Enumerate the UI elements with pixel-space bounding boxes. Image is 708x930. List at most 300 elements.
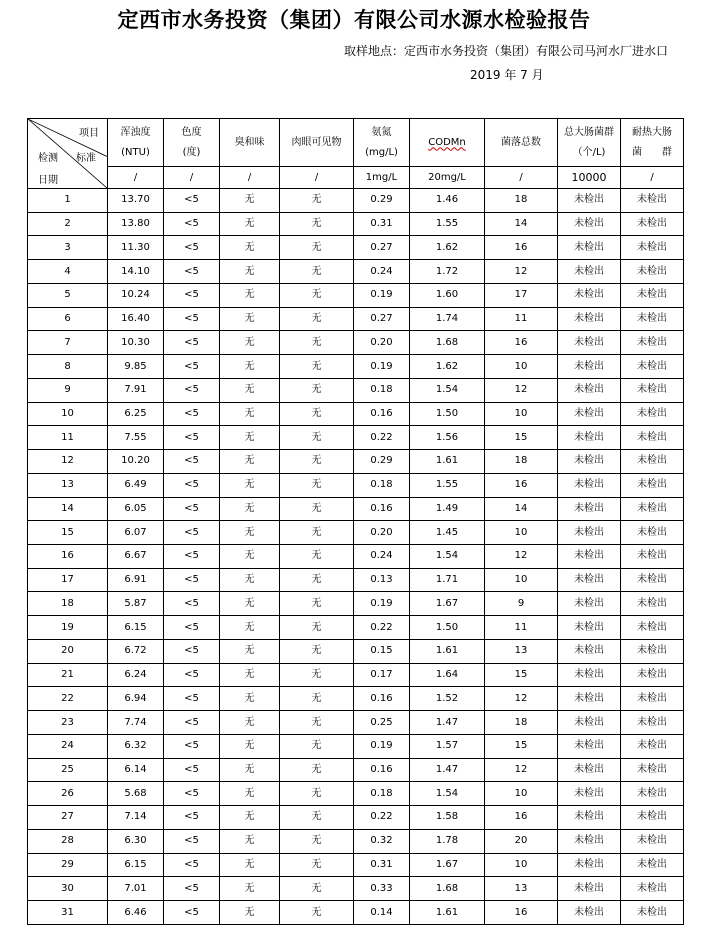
cell-odor: 无: [220, 307, 280, 331]
cell-codmn: 1.62: [410, 355, 485, 379]
cell-color: <5: [164, 189, 220, 213]
cell-thermotolerant-coliform: 未检出: [621, 639, 684, 663]
cell-visible-matter: 无: [280, 829, 354, 853]
report-date: 2019 年 7 月: [470, 68, 544, 82]
cell-thermotolerant-coliform: 未检出: [621, 355, 684, 379]
cell-colony-count: 11: [485, 616, 558, 640]
cell-odor: 无: [220, 450, 280, 474]
cell-turbidity: 13.80: [108, 212, 164, 236]
cell-thermotolerant-coliform: 未检出: [621, 806, 684, 830]
cell-turbidity: 10.20: [108, 450, 164, 474]
cell-turbidity: 6.15: [108, 616, 164, 640]
cell-total-coliform: 未检出: [558, 758, 621, 782]
cell-color: <5: [164, 331, 220, 355]
cell-codmn: 1.47: [410, 711, 485, 735]
cell-day: 10: [28, 402, 108, 426]
col-visible-matter: 肉眼可见物: [280, 119, 354, 167]
cell-day: 24: [28, 734, 108, 758]
cell-odor: 无: [220, 782, 280, 806]
cell-colony-count: 10: [485, 568, 558, 592]
cell-ammonia: 0.18: [354, 473, 410, 497]
cell-thermotolerant-coliform: 未检出: [621, 378, 684, 402]
cell-odor: 无: [220, 260, 280, 284]
cell-colony-count: 12: [485, 260, 558, 284]
table-row: [28, 497, 684, 521]
cell-total-coliform: 未检出: [558, 497, 621, 521]
cell-ammonia: 0.20: [354, 331, 410, 355]
cell-colony-count: 18: [485, 450, 558, 474]
cell-thermotolerant-coliform: 未检出: [621, 402, 684, 426]
cell-visible-matter: 无: [280, 711, 354, 735]
cell-ammonia: 0.22: [354, 806, 410, 830]
cell-colony-count: 20: [485, 829, 558, 853]
cell-thermotolerant-coliform: 未检出: [621, 497, 684, 521]
cell-turbidity: 6.32: [108, 734, 164, 758]
cell-total-coliform: 未检出: [558, 663, 621, 687]
cell-total-coliform: 未检出: [558, 687, 621, 711]
cell-total-coliform: 未检出: [558, 806, 621, 830]
cell-colony-count: 15: [485, 734, 558, 758]
cell-color: <5: [164, 853, 220, 877]
cell-odor: 无: [220, 901, 280, 925]
cell-visible-matter: 无: [280, 734, 354, 758]
cell-day: 18: [28, 592, 108, 616]
cell-colony-count: 16: [485, 331, 558, 355]
cell-ammonia: 0.18: [354, 378, 410, 402]
cell-visible-matter: 无: [280, 283, 354, 307]
table-row: [28, 402, 684, 426]
cell-codmn: 1.56: [410, 426, 485, 450]
cell-turbidity: 14.10: [108, 260, 164, 284]
cell-codmn: 1.50: [410, 616, 485, 640]
cell-color: <5: [164, 212, 220, 236]
cell-visible-matter: 无: [280, 236, 354, 260]
cell-codmn: 1.78: [410, 829, 485, 853]
table-row: [28, 734, 684, 758]
col-odor: 臭和味: [220, 119, 280, 167]
cell-thermotolerant-coliform: 未检出: [621, 283, 684, 307]
cell-total-coliform: 未检出: [558, 402, 621, 426]
table-row: [28, 782, 684, 806]
cell-total-coliform: 未检出: [558, 212, 621, 236]
cell-turbidity: 6.30: [108, 829, 164, 853]
cell-codmn: 1.52: [410, 687, 485, 711]
cell-colony-count: 12: [485, 758, 558, 782]
cell-thermotolerant-coliform: 未检出: [621, 877, 684, 901]
std-cell: /: [621, 167, 684, 189]
cell-day: 22: [28, 687, 108, 711]
cell-thermotolerant-coliform: 未检出: [621, 189, 684, 213]
cell-day: 7: [28, 331, 108, 355]
cell-thermotolerant-coliform: 未检出: [621, 592, 684, 616]
cell-colony-count: 16: [485, 236, 558, 260]
cell-visible-matter: 无: [280, 806, 354, 830]
cell-ammonia: 0.29: [354, 189, 410, 213]
cell-total-coliform: 未检出: [558, 473, 621, 497]
cell-visible-matter: 无: [280, 877, 354, 901]
cell-turbidity: 9.85: [108, 355, 164, 379]
table-row: [28, 901, 684, 925]
cell-colony-count: 10: [485, 782, 558, 806]
cell-odor: 无: [220, 711, 280, 735]
cell-thermotolerant-coliform: 未检出: [621, 545, 684, 569]
cell-total-coliform: 未检出: [558, 616, 621, 640]
report-title: 定西市水务投资（集团）有限公司水源水检验报告: [117, 8, 591, 32]
standards-row: [28, 167, 684, 189]
cell-odor: 无: [220, 806, 280, 830]
cell-thermotolerant-coliform: 未检出: [621, 782, 684, 806]
cell-color: <5: [164, 568, 220, 592]
cell-color: <5: [164, 497, 220, 521]
cell-visible-matter: 无: [280, 521, 354, 545]
cell-thermotolerant-coliform: 未检出: [621, 521, 684, 545]
std-cell: /: [164, 167, 220, 189]
cell-thermotolerant-coliform: 未检出: [621, 758, 684, 782]
cell-codmn: 1.60: [410, 283, 485, 307]
cell-ammonia: 0.29: [354, 450, 410, 474]
cell-ammonia: 0.16: [354, 402, 410, 426]
cell-day: 27: [28, 806, 108, 830]
cell-turbidity: 6.46: [108, 901, 164, 925]
cell-total-coliform: 未检出: [558, 331, 621, 355]
cell-color: <5: [164, 236, 220, 260]
col-codmn: CODMn: [410, 119, 485, 167]
cell-odor: 无: [220, 378, 280, 402]
table-row: [28, 829, 684, 853]
cell-total-coliform: 未检出: [558, 378, 621, 402]
cell-visible-matter: 无: [280, 355, 354, 379]
cell-colony-count: 16: [485, 901, 558, 925]
cell-day: 12: [28, 450, 108, 474]
cell-ammonia: 0.16: [354, 687, 410, 711]
cell-ammonia: 0.24: [354, 260, 410, 284]
cell-total-coliform: 未检出: [558, 355, 621, 379]
cell-colony-count: 12: [485, 545, 558, 569]
cell-ammonia: 0.25: [354, 711, 410, 735]
cell-turbidity: 6.94: [108, 687, 164, 711]
cell-ammonia: 0.31: [354, 853, 410, 877]
cell-codmn: 1.67: [410, 853, 485, 877]
cell-odor: 无: [220, 497, 280, 521]
cell-visible-matter: 无: [280, 189, 354, 213]
table-row: [28, 331, 684, 355]
cell-visible-matter: 无: [280, 545, 354, 569]
cell-visible-matter: 无: [280, 212, 354, 236]
cell-colony-count: 10: [485, 402, 558, 426]
cell-colony-count: 9: [485, 592, 558, 616]
cell-day: 16: [28, 545, 108, 569]
cell-turbidity: 6.14: [108, 758, 164, 782]
cell-turbidity: 6.07: [108, 521, 164, 545]
cell-ammonia: 0.32: [354, 829, 410, 853]
cell-colony-count: 18: [485, 711, 558, 735]
cell-total-coliform: 未检出: [558, 877, 621, 901]
cell-odor: 无: [220, 592, 280, 616]
cell-thermotolerant-coliform: 未检出: [621, 829, 684, 853]
table-row: [28, 426, 684, 450]
table-row: [28, 473, 684, 497]
cell-colony-count: 10: [485, 521, 558, 545]
table-row: [28, 378, 684, 402]
cell-day: 28: [28, 829, 108, 853]
cell-odor: 无: [220, 663, 280, 687]
cell-total-coliform: 未检出: [558, 592, 621, 616]
cell-color: <5: [164, 307, 220, 331]
cell-day: 2: [28, 212, 108, 236]
cell-odor: 无: [220, 426, 280, 450]
cell-thermotolerant-coliform: 未检出: [621, 853, 684, 877]
std-cell: 20mg/L: [410, 167, 485, 189]
cell-odor: 无: [220, 402, 280, 426]
table-row: [28, 663, 684, 687]
diag-check-label: 检测: [38, 153, 58, 164]
table-body: [28, 189, 684, 925]
cell-day: 6: [28, 307, 108, 331]
cell-codmn: 1.54: [410, 545, 485, 569]
cell-thermotolerant-coliform: 未检出: [621, 663, 684, 687]
cell-colony-count: 17: [485, 283, 558, 307]
table-row: [28, 568, 684, 592]
table-row: [28, 639, 684, 663]
cell-codmn: 1.50: [410, 402, 485, 426]
cell-visible-matter: 无: [280, 497, 354, 521]
cell-odor: 无: [220, 521, 280, 545]
cell-day: 11: [28, 426, 108, 450]
cell-colony-count: 16: [485, 806, 558, 830]
cell-thermotolerant-coliform: 未检出: [621, 212, 684, 236]
cell-thermotolerant-coliform: 未检出: [621, 568, 684, 592]
cell-thermotolerant-coliform: 未检出: [621, 711, 684, 735]
cell-thermotolerant-coliform: 未检出: [621, 616, 684, 640]
cell-colony-count: 10: [485, 355, 558, 379]
cell-colony-count: 14: [485, 212, 558, 236]
cell-day: 17: [28, 568, 108, 592]
cell-odor: 无: [220, 829, 280, 853]
water-quality-table: [27, 118, 684, 925]
cell-ammonia: 0.16: [354, 497, 410, 521]
table-row: [28, 307, 684, 331]
cell-thermotolerant-coliform: 未检出: [621, 307, 684, 331]
cell-total-coliform: 未检出: [558, 189, 621, 213]
cell-day: 30: [28, 877, 108, 901]
cell-turbidity: 7.55: [108, 426, 164, 450]
cell-codmn: 1.61: [410, 450, 485, 474]
cell-visible-matter: 无: [280, 639, 354, 663]
cell-colony-count: 14: [485, 497, 558, 521]
table-row: [28, 545, 684, 569]
cell-turbidity: 10.24: [108, 283, 164, 307]
col-thermotolerant-coliform: 耐热大肠 菌 群: [621, 119, 684, 167]
cell-total-coliform: 未检出: [558, 450, 621, 474]
cell-visible-matter: 无: [280, 450, 354, 474]
cell-odor: 无: [220, 189, 280, 213]
cell-total-coliform: 未检出: [558, 545, 621, 569]
sampling-location: 取样地点：定西市水务投资（集团）有限公司马河水厂进水口: [343, 44, 668, 58]
cell-day: 9: [28, 378, 108, 402]
cell-odor: 无: [220, 545, 280, 569]
cell-ammonia: 0.14: [354, 901, 410, 925]
cell-day: 4: [28, 260, 108, 284]
col-total-coliform: 总大肠菌群 （个/L): [558, 119, 621, 167]
std-cell: 1mg/L: [354, 167, 410, 189]
cell-total-coliform: 未检出: [558, 853, 621, 877]
cell-color: <5: [164, 355, 220, 379]
cell-visible-matter: 无: [280, 663, 354, 687]
cell-ammonia: 0.22: [354, 426, 410, 450]
cell-ammonia: 0.18: [354, 782, 410, 806]
table-row: [28, 616, 684, 640]
cell-codmn: 1.72: [410, 260, 485, 284]
cell-odor: 无: [220, 758, 280, 782]
cell-day: 8: [28, 355, 108, 379]
cell-color: <5: [164, 402, 220, 426]
cell-turbidity: 7.01: [108, 877, 164, 901]
cell-codmn: 1.67: [410, 592, 485, 616]
cell-ammonia: 0.27: [354, 307, 410, 331]
cell-visible-matter: 无: [280, 402, 354, 426]
cell-odor: 无: [220, 212, 280, 236]
cell-day: 14: [28, 497, 108, 521]
table-row: [28, 877, 684, 901]
table-row: [28, 236, 684, 260]
cell-total-coliform: 未检出: [558, 568, 621, 592]
cell-day: 3: [28, 236, 108, 260]
cell-thermotolerant-coliform: 未检出: [621, 236, 684, 260]
table-row: [28, 260, 684, 284]
cell-day: 31: [28, 901, 108, 925]
cell-colony-count: 18: [485, 189, 558, 213]
cell-visible-matter: 无: [280, 592, 354, 616]
cell-color: <5: [164, 283, 220, 307]
cell-codmn: 1.57: [410, 734, 485, 758]
cell-odor: 无: [220, 687, 280, 711]
cell-colony-count: 13: [485, 639, 558, 663]
cell-visible-matter: 无: [280, 758, 354, 782]
cell-day: 20: [28, 639, 108, 663]
cell-visible-matter: 无: [280, 307, 354, 331]
cell-color: <5: [164, 782, 220, 806]
cell-total-coliform: 未检出: [558, 782, 621, 806]
cell-codmn: 1.49: [410, 497, 485, 521]
cell-total-coliform: 未检出: [558, 307, 621, 331]
std-cell: /: [280, 167, 354, 189]
cell-color: <5: [164, 260, 220, 284]
cell-color: <5: [164, 473, 220, 497]
cell-color: <5: [164, 616, 220, 640]
cell-total-coliform: 未检出: [558, 426, 621, 450]
cell-turbidity: 6.91: [108, 568, 164, 592]
cell-odor: 无: [220, 283, 280, 307]
cell-day: 23: [28, 711, 108, 735]
cell-day: 29: [28, 853, 108, 877]
cell-color: <5: [164, 378, 220, 402]
cell-total-coliform: 未检出: [558, 260, 621, 284]
std-cell: 10000: [558, 167, 621, 189]
diagonal-header-cell: [28, 119, 108, 189]
table-row: [28, 355, 684, 379]
cell-total-coliform: 未检出: [558, 639, 621, 663]
table-row: [28, 806, 684, 830]
cell-color: <5: [164, 877, 220, 901]
cell-turbidity: 6.15: [108, 853, 164, 877]
cell-odor: 无: [220, 734, 280, 758]
cell-turbidity: 7.14: [108, 806, 164, 830]
cell-codmn: 1.62: [410, 236, 485, 260]
diag-date-label: 日期: [38, 175, 58, 186]
col-colony-count: 菌落总数: [485, 119, 558, 167]
cell-turbidity: 5.68: [108, 782, 164, 806]
cell-codmn: 1.58: [410, 806, 485, 830]
table-row: [28, 687, 684, 711]
cell-odor: 无: [220, 853, 280, 877]
cell-ammonia: 0.20: [354, 521, 410, 545]
std-cell: /: [108, 167, 164, 189]
cell-total-coliform: 未检出: [558, 829, 621, 853]
cell-codmn: 1.46: [410, 189, 485, 213]
cell-colony-count: 15: [485, 663, 558, 687]
cell-ammonia: 0.33: [354, 877, 410, 901]
cell-day: 1: [28, 189, 108, 213]
std-cell: /: [485, 167, 558, 189]
cell-turbidity: 6.05: [108, 497, 164, 521]
cell-visible-matter: 无: [280, 378, 354, 402]
cell-colony-count: 13: [485, 877, 558, 901]
table-row: [28, 758, 684, 782]
cell-color: <5: [164, 711, 220, 735]
cell-codmn: 1.55: [410, 473, 485, 497]
cell-visible-matter: 无: [280, 687, 354, 711]
cell-codmn: 1.61: [410, 901, 485, 925]
cell-day: 25: [28, 758, 108, 782]
cell-color: <5: [164, 426, 220, 450]
diag-item-label: 项目: [79, 128, 99, 139]
cell-total-coliform: 未检出: [558, 901, 621, 925]
cell-color: <5: [164, 687, 220, 711]
cell-thermotolerant-coliform: 未检出: [621, 260, 684, 284]
cell-odor: 无: [220, 236, 280, 260]
cell-color: <5: [164, 592, 220, 616]
col-turbidity: 浑浊度 (NTU): [108, 119, 164, 167]
cell-day: 5: [28, 283, 108, 307]
cell-codmn: 1.54: [410, 378, 485, 402]
cell-turbidity: 6.67: [108, 545, 164, 569]
cell-color: <5: [164, 450, 220, 474]
cell-color: <5: [164, 829, 220, 853]
cell-codmn: 1.74: [410, 307, 485, 331]
cell-color: <5: [164, 806, 220, 830]
cell-visible-matter: 无: [280, 331, 354, 355]
cell-color: <5: [164, 663, 220, 687]
cell-thermotolerant-coliform: 未检出: [621, 901, 684, 925]
cell-odor: 无: [220, 616, 280, 640]
cell-ammonia: 0.24: [354, 545, 410, 569]
cell-day: 26: [28, 782, 108, 806]
cell-colony-count: 12: [485, 687, 558, 711]
cell-ammonia: 0.16: [354, 758, 410, 782]
cell-color: <5: [164, 521, 220, 545]
cell-codmn: 1.68: [410, 877, 485, 901]
cell-visible-matter: 无: [280, 426, 354, 450]
cell-visible-matter: 无: [280, 616, 354, 640]
cell-codmn: 1.45: [410, 521, 485, 545]
cell-ammonia: 0.27: [354, 236, 410, 260]
cell-day: 19: [28, 616, 108, 640]
cell-ammonia: 0.31: [354, 212, 410, 236]
cell-turbidity: 6.72: [108, 639, 164, 663]
cell-turbidity: 6.24: [108, 663, 164, 687]
cell-odor: 无: [220, 568, 280, 592]
cell-day: 21: [28, 663, 108, 687]
